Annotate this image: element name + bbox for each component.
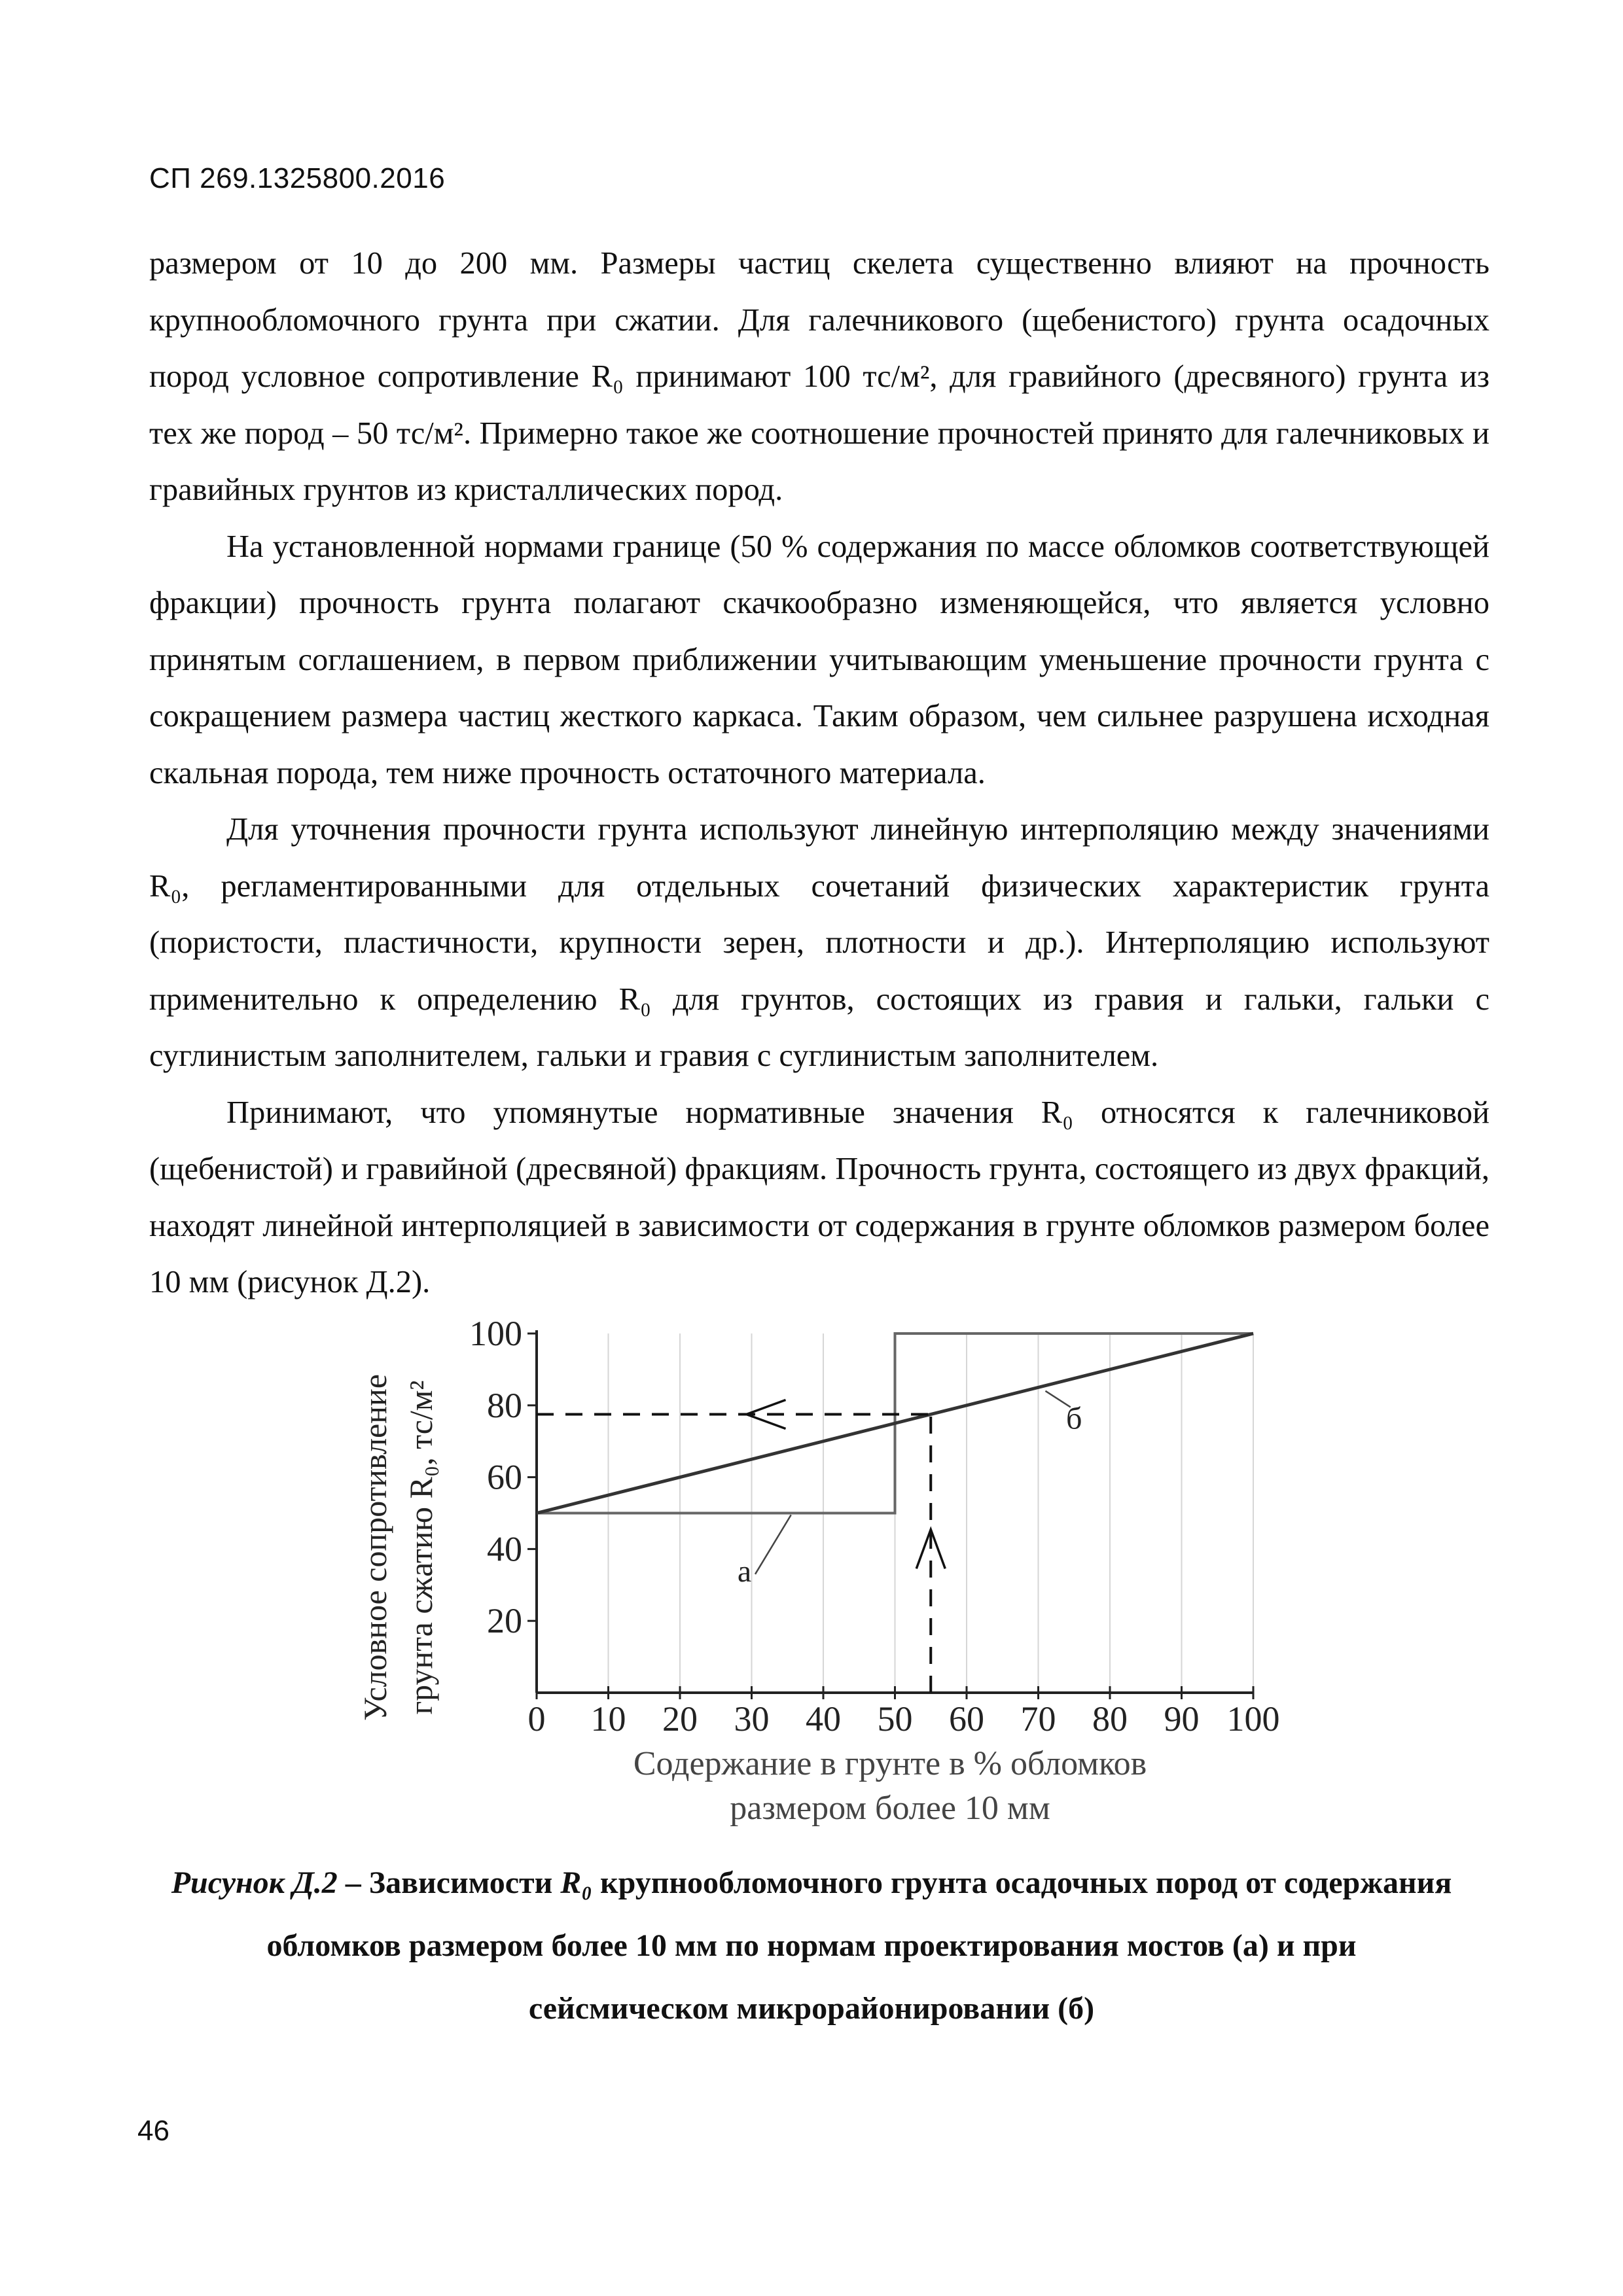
paragraph-2: На установленной нормами границе (50 % содержания по массе обломков соответствующей фракции) прочность грунта полагают скачкообразно изменяющейся, что является условно принятым соглашением, в первом приближении учитывающим уменьшение прочности грунта с сокращением размера частиц жесткого каркаса. Таким образом, чем сильнее разрушена исходная скальная порода, тем ниже прочность остаточного материала. [149, 529, 1489, 790]
chart-example-path [537, 1400, 945, 1693]
series-a-leader [755, 1515, 791, 1574]
page-number: 46 [137, 2115, 169, 2147]
caption-line-1 [137, 1852, 1486, 1915]
y-tick-label-100: 100 [469, 1314, 522, 1353]
caption-text-start: Зависимости [368, 1865, 561, 1900]
x-tick-label-50: 50 [877, 1699, 913, 1739]
x-tick-label-100: 100 [1226, 1699, 1280, 1739]
y-tick-label-40: 40 [487, 1529, 522, 1569]
figure-caption [137, 1852, 1486, 2040]
y-axis-label-line1: Условное сопротивление [357, 1374, 393, 1721]
caption-label: Рисунок Д.2 [171, 1865, 338, 1900]
caption-symbol: R₀ [560, 1865, 592, 1900]
body-text [149, 236, 1489, 1311]
series-b-label: б [1066, 1401, 1082, 1436]
chart-ticks [469, 1314, 1280, 1739]
x-axis-label-line2: размером более 10 мм [730, 1790, 1050, 1827]
paragraph-4: Принимают, что упомянутые нормативные значения R₀ относятся к галечниковой (щебенистой) и гравийной (дресвяной) фракциям. Прочность грунта, состоящего из двух фракций, находят линейной интерполяцией в зависимости от содержания в грунте обломков размером более 10 мм (рисунок Д.2). [149, 1095, 1489, 1299]
x-tick-label-60: 60 [949, 1699, 984, 1739]
caption-line1-rest: крупнообломочного грунта осадочных пород от содержания [592, 1865, 1452, 1900]
y-axis-label-line2: грунта сжатию R₀, тс/м² [402, 1380, 439, 1715]
x-tick-label-20: 20 [662, 1699, 698, 1739]
doc-header-code: СП 269.1325800.2016 [149, 162, 446, 194]
x-tick-label-40: 40 [806, 1699, 841, 1739]
r0-dependency-chart [0, 1302, 1623, 1839]
caption-line-3: сейсмическом микрорайонировании (б) [528, 1991, 1095, 2026]
series-a-label: а [737, 1553, 752, 1589]
caption-line-2: обломков размером более 10 мм по нормам проектирования мостов (а) и при [266, 1928, 1357, 1963]
x-tick-label-80: 80 [1092, 1699, 1128, 1739]
x-tick-label-90: 90 [1164, 1699, 1200, 1739]
caption-dash: – [337, 1865, 369, 1900]
series-b-leader [1045, 1391, 1070, 1407]
y-tick-label-80: 80 [487, 1385, 522, 1425]
figure-d2 [0, 1302, 1623, 1839]
x-axis-label-line1: Содержание в грунте в % обломков [633, 1745, 1147, 1782]
paragraph-3: Для уточнения прочности грунта используют линейную интерполяцию между значениями R₀, регламентированными для отдельных сочетаний физических характеристик грунта (пористости, пластичности, крупности зерен, плотности и др.). Интерполяцию используют применительно к определению R₀ для грунтов, состоящих из гравия и гальки, гальки с суглинистым заполнителем, гальки и гравия с суглинистым заполнителем. [149, 812, 1489, 1073]
x-tick-label-30: 30 [734, 1699, 770, 1739]
y-tick-label-20: 20 [487, 1601, 522, 1641]
x-tick-label-10: 10 [590, 1699, 626, 1739]
x-tick-label-0: 0 [527, 1699, 546, 1739]
x-tick-label-70: 70 [1020, 1699, 1056, 1739]
y-tick-label-60: 60 [487, 1457, 522, 1497]
paragraph-1: размером от 10 до 200 мм. Размеры частиц скелета существенно влияют на прочность крупнообломочного грунта при сжатии. Для галечникового (щебенистого) грунта осадочных пород условное сопротивление R₀ принимают 100 тс/м², для гравийного (дресвяного) грунта из тех же пород – 50 тс/м². Примерно такое же соотношение прочностей принято для галечниковых и гравийных грунтов из кристаллических пород. [149, 246, 1489, 507]
